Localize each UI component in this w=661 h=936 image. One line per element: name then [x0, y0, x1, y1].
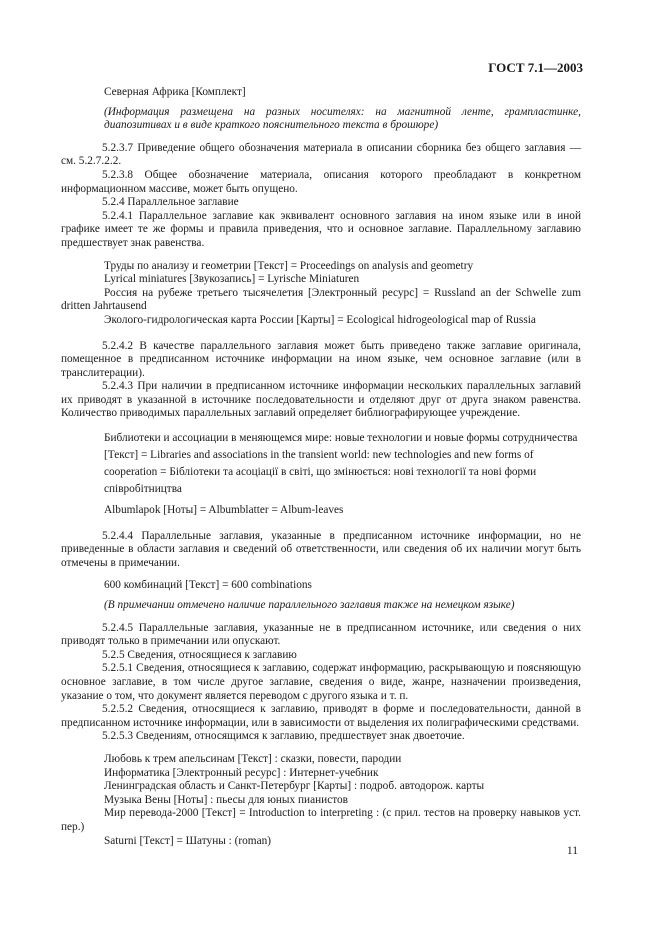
example-line: Северная Африка [Комплект] [104, 86, 246, 98]
example-line: Мир перевода-2000 [Текст] = Introduction to interpreting : (с прил. тестов на проверку навыков уст. пер.) [61, 807, 581, 833]
example-line: Saturni [Текст] = Шатуны : (roman) [104, 834, 272, 847]
example-line: Труды по анализу и геометрии [Текст] = Proceedings on analysis and geometry [104, 259, 474, 272]
example-line: 600 комбинаций [Текст] = 600 combinations [104, 579, 312, 592]
clause-5-2-4-4: 5.2.4.4 Параллельные заглавия, указанные в предписанном источнике информации, но не приведенные в области заглавия и сведений об ответственности, или сведения об их наличии могут быть отмечены в примечании. [61, 529, 581, 569]
clause-5-2-4-3: 5.2.4.3 При наличии в предписанном источнике информации нескольких параллельных заглавий их приводят в указанной в источнике последовательности и отделяют друг от друга знаком равенства. Количество приводимых параллельных заглавий определяет библиографирующее учреждение. [61, 380, 581, 420]
example-line: Эколого-гидрологическая карта России [Карты] = Ecological hidrogeological map of Russia [104, 313, 536, 326]
clause-5-2-3-7: 5.2.3.7 Приведение общего обозначения материала в описании сборника без общего заглавия — см. 5.2.7.2.2. [61, 141, 581, 168]
example-block: Библиотеки и ассоциации в меняющемся мире: новые технологии и новые формы сотрудничества [Текст] = Libraries and associations in the transient world: new technologies and new forms of cooperation = Бібліотеки та асоціації в світі, що змінюється: нові технології та нові форми співробітництва [104, 432, 578, 496]
example-line: Lyrical miniatures [Звукозапись] = Lyrische Miniaturen [104, 273, 360, 286]
example-line: Ленинградская область и Санкт-Петербург [Карты] : подроб. автодорож. карты [104, 780, 485, 793]
clause-5-2-4-2: 5.2.4.2 В качестве параллельного заглавия может быть приведено также заглавие оригинала, помещенное в предписанном источнике информации на ином языке, чем основное заглавие (или в транслитерации). [61, 339, 581, 379]
clause-5-2-5-1: 5.2.5.1 Сведения, относящиеся к заглавию, содержат информацию, раскрывающую и поясняющую основное заглавие, в том числе другое заглавие, сведения о виде, жанре, назначении произведения, указание о том, что документ является переводом с другого языка и т. п. [61, 662, 581, 702]
clause-5-2-4-1: 5.2.4.1 Параллельное заглавие как эквивалент основного заглавия на ином языке или в иной графике имеет те же формы и правила приведения, что и основное заглавие. Параллельному заглавию предшествует знак равенства. [61, 209, 581, 249]
example-line: Информатика [Электронный ресурс] : Интернет-учебник [104, 766, 379, 779]
note-text: (Информация размещена на разных носителях: на магнитной ленте, грампластинке, диапозитивах и в виде краткого пояснительного текста в брошюре) [104, 105, 581, 132]
example-line: Albumlapok [Ноты] = Albumblatter = Album-leaves [104, 504, 344, 517]
clause-5-2-3-8: 5.2.3.8 Общее обозначение материала, описания которого преобладают в конкретном информационном массиве, может быть опущено. [61, 168, 581, 195]
clause-5-2-5-3: 5.2.5.3 Сведениям, относящимся к заглавию, предшествует знак двоеточие. [102, 730, 465, 743]
note-text: (В примечании отмечено наличие параллельного заглавия также на немецком языке) [104, 599, 515, 612]
page-header-standard: ГОСТ 7.1—2003 [488, 60, 583, 75]
section-heading-5-2-5: 5.2.5 Сведения, относящиеся к заглавию [102, 648, 297, 661]
page-number: 11 [566, 845, 578, 857]
document-body [61, 86, 581, 848]
example-line: Любовь к трем апельсинам [Текст] : сказки, повести, пародии [104, 752, 402, 765]
example-line: Музыка Вены [Ноты] : пьесы для юных пианистов [104, 793, 348, 806]
example-line: Россия на рубеже третьего тысячелетия [Электронный ресурс] = Russland an der Schwelle zum dritten Jahrtausend [61, 286, 581, 313]
clause-5-2-5-2: 5.2.5.2 Сведения, относящиеся к заглавию, приводят в форме и последовательности, данной в предписанном источнике информации, или в зависимости от выделения их полиграфическими средствами. [61, 703, 581, 729]
section-heading-5-2-4: 5.2.4 Параллельное заглавие [102, 196, 239, 209]
clause-5-2-4-5: 5.2.4.5 Параллельные заглавия, указанные не в предписанном источнике, или сведения о них приводят только в примечании или опускают. [61, 621, 581, 648]
